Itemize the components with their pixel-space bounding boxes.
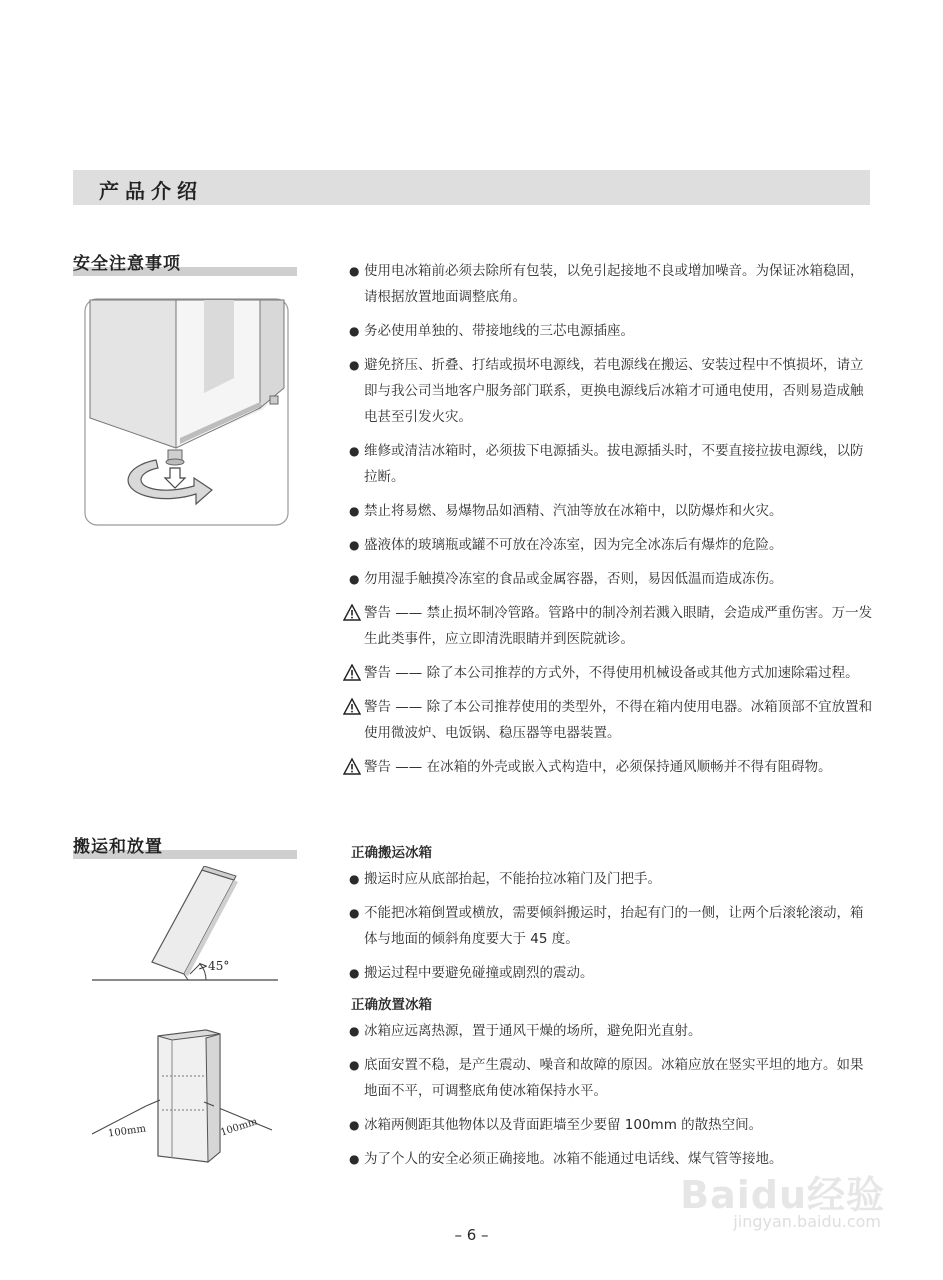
- place-subheading: 正确放置冰箱: [351, 997, 432, 1013]
- list-item: [343, 318, 873, 344]
- list-item-text: 冰箱应远离热源，置于通风干燥的场所，避免阳光直射。: [364, 1023, 702, 1039]
- warning-text: 警告 —— 在冰箱的外壳或嵌入式构造中，必须保持通风顺畅并不得有阻碍物。: [364, 759, 832, 775]
- transport-heading-label: 搬运和放置: [73, 837, 163, 857]
- list-item-text: 禁止将易燃、易爆物品如酒精、汽油等放在冰箱中，以防爆炸和火灾。: [364, 503, 783, 519]
- list-item: [343, 532, 873, 558]
- list-item: [343, 1052, 873, 1104]
- list-item: [343, 900, 873, 952]
- left-clearance-label: 100mm: [107, 1123, 147, 1140]
- leveling-foot-illustration: [84, 298, 289, 526]
- list-item: [343, 258, 873, 310]
- safety-section-heading: [73, 253, 297, 275]
- warning-triangle-icon: [343, 604, 361, 621]
- list-item: [343, 960, 873, 986]
- list-item-text: 使用电冰箱前必须去除所有包装，以免引起接地不良或增加噪音。为保证冰箱稳固，请根据放置地面调整底角。: [364, 263, 864, 305]
- bullet-icon: ●: [349, 444, 360, 458]
- warning-item: [343, 600, 873, 652]
- carry-subheading: 正确搬运冰箱: [351, 845, 432, 861]
- tilt-angle-illustration: [92, 866, 282, 988]
- safety-list: [343, 258, 873, 788]
- list-item: [343, 438, 873, 490]
- bullet-icon: ●: [349, 324, 360, 338]
- list-item-text: 搬运过程中要避免碰撞或剧烈的震动。: [364, 965, 594, 981]
- warning-item: [343, 754, 873, 780]
- warning-triangle-icon: [343, 664, 361, 681]
- bullet-icon: ●: [349, 538, 360, 552]
- placement-clearance-illustration: [86, 1026, 286, 1168]
- list-item: [343, 1018, 873, 1044]
- warning-triangle-icon: [343, 758, 361, 775]
- bullet-icon: ●: [349, 1118, 360, 1132]
- warning-text: 警告 —— 除了本公司推荐使用的类型外，不得在箱内使用电器。冰箱顶部不宜放置和使用微波炉、电饭锅、稳压器等电器装置。: [364, 699, 873, 741]
- warning-text: 警告 —— 除了本公司推荐的方式外，不得使用机械设备或其他方式加速除霜过程。: [364, 665, 859, 681]
- warning-item: [343, 694, 873, 746]
- bullet-icon: ●: [349, 264, 360, 278]
- bullet-icon: ●: [349, 1152, 360, 1166]
- bullet-icon: ●: [349, 358, 360, 372]
- list-item-text: 务必使用单独的、带接地线的三芯电源插座。: [364, 323, 634, 339]
- bullet-icon: ●: [349, 872, 360, 886]
- warning-triangle-icon: [343, 698, 361, 715]
- bullet-icon: ●: [349, 504, 360, 518]
- list-item-text: 底面安置不稳，是产生震动、噪音和故障的原因。冰箱应放在竖实平坦的地方。如果地面不平，可调整底角使冰箱保持水平。: [364, 1057, 864, 1099]
- list-item-text: 避免挤压、折叠、打结或损坏电源线，若电源线在搬运、安装过程中不慎损坏，请立即与我公司当地客户服务部门联系，更换电源线后冰箱才可通电使用，否则易造成触电甚至引发火灾。: [364, 357, 864, 425]
- baidu-watermark-logo: Baidu经验: [680, 1173, 885, 1217]
- list-item: [343, 866, 873, 892]
- page-number: – 6 –: [454, 1226, 489, 1244]
- warning-text: 警告 —— 禁止损坏制冷管路。管路中的制冷剂若溅入眼睛，会造成严重伤害。万一发生此类事件，应立即清洗眼睛并到医院就诊。: [364, 605, 873, 647]
- transport-section-heading: [73, 836, 297, 858]
- bullet-icon: ●: [349, 1024, 360, 1038]
- list-item-text: 搬运时应从底部抬起，不能抬拉冰箱门及门把手。: [364, 871, 661, 887]
- list-item: [343, 1112, 873, 1138]
- bullet-icon: ●: [349, 572, 360, 586]
- angle-label: >45°: [198, 959, 230, 973]
- list-item-text: 冰箱两侧距其他物体以及背面距墙至少要留 100mm 的散热空间。: [364, 1117, 763, 1133]
- bullet-icon: ●: [349, 1058, 360, 1072]
- list-item-text: 为了个人的安全必须正确接地。冰箱不能通过电话线、煤气管等接地。: [364, 1151, 783, 1167]
- right-clearance-label: 100mm: [219, 1116, 259, 1139]
- list-item-text: 不能把冰箱倒置或横放，需要倾斜搬运时，抬起有门的一侧，让两个后滚轮滚动，箱体与地面的倾斜角度要大于 45 度。: [364, 905, 864, 947]
- bullet-icon: ●: [349, 966, 360, 980]
- page-title: 产品介绍: [99, 179, 203, 203]
- list-item-text: 勿用湿手触摸冷冻室的食品或金属容器，否则，易因低温而造成冻伤。: [364, 571, 783, 587]
- baidu-watermark-url: jingyan.baidu.com: [733, 1212, 881, 1231]
- transport-content: [343, 840, 873, 1180]
- list-item-text: 维修或清洁冰箱时，必须拔下电源插头。拔电源插头时，不要直接拉拔电源线，以防拉断。: [364, 443, 864, 485]
- list-item: [343, 566, 873, 592]
- list-item: [343, 498, 873, 524]
- warning-item: [343, 660, 873, 686]
- list-item: [343, 352, 873, 430]
- safety-heading-label: 安全注意事项: [73, 254, 181, 274]
- bullet-icon: ●: [349, 906, 360, 920]
- section-header-bar: [73, 170, 870, 205]
- list-item-text: 盛液体的玻璃瓶或罐不可放在冷冻室，因为完全冰冻后有爆炸的危险。: [364, 537, 783, 553]
